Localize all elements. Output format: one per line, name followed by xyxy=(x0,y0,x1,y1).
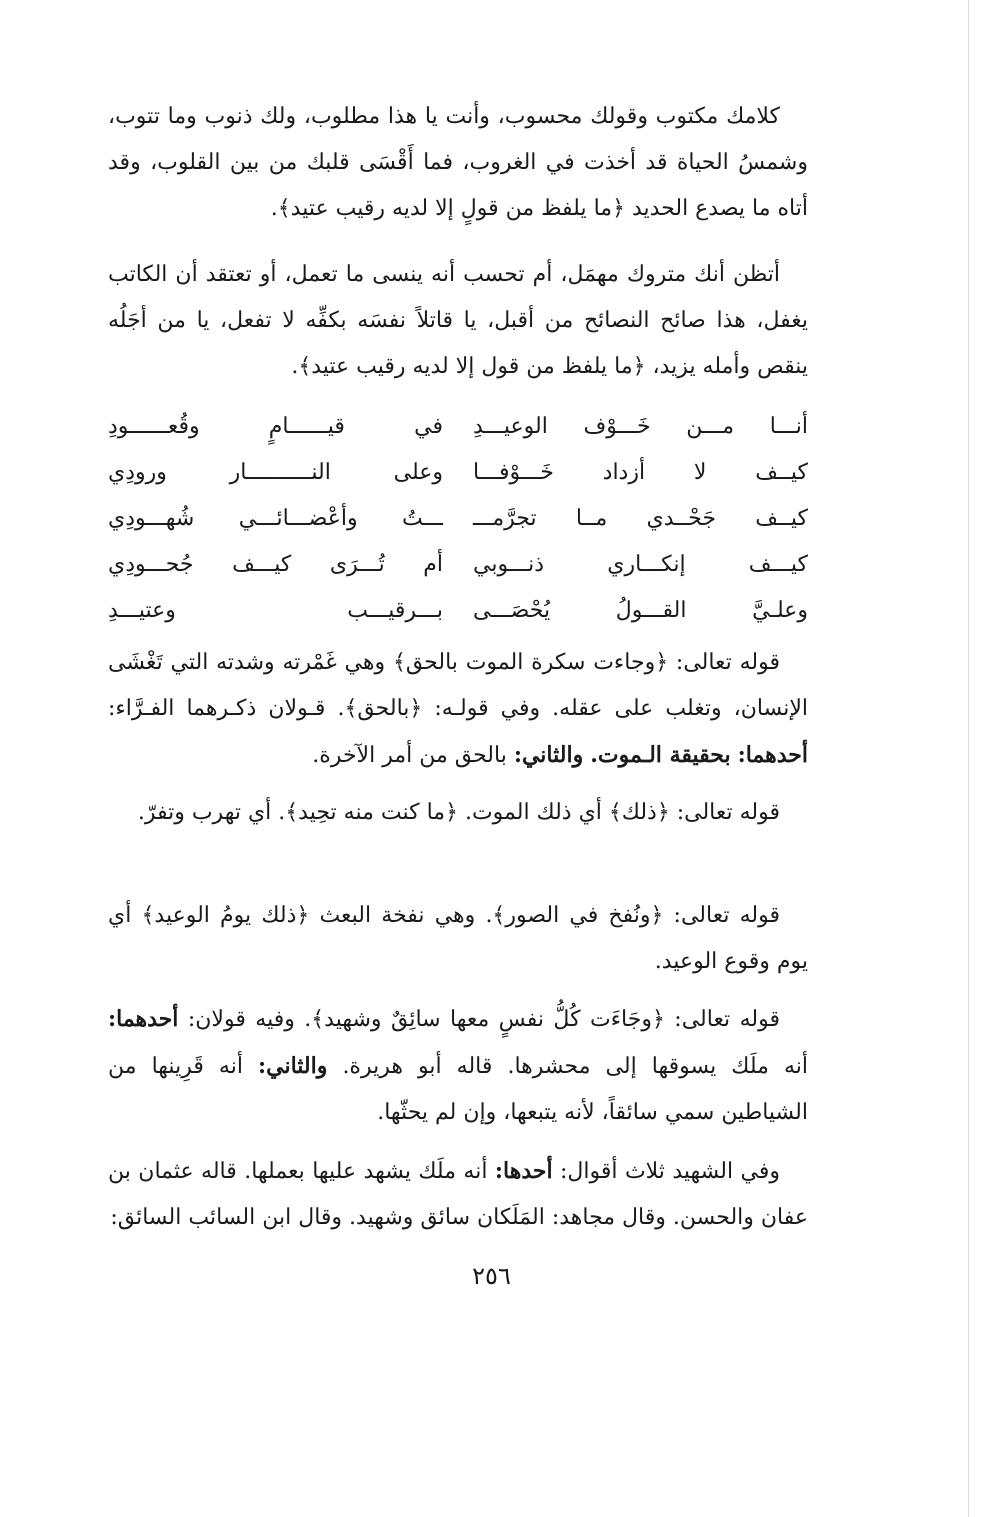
second-opinion-label: والثاني: xyxy=(258,1053,328,1079)
verse-right-hemistich: كيـــف إنكـــاري ذنـــوبي xyxy=(473,552,808,577)
second-opinion-text: بالحق من أمر الآخرة. xyxy=(312,743,507,768)
paragraph-2-text: أتظن أنك متروك مهمَل، أم تحسب أنه ينسى ما تعمل، أو تعتقد أن الكاتب يغفل، هذا صائح النصائح من أقبل، يا قاتلاً نفسَه بكفِّه لا تفعل، يا من أجَلُه ينقص وأمله يزيد، ﴿ما يلفظ من قول إلا لديه رقيب عتيد﴾. xyxy=(108,262,808,379)
verse-row xyxy=(108,588,808,634)
paragraph-1 xyxy=(108,94,808,232)
poem-verses xyxy=(108,404,808,634)
first-opinion-label: أحدهما: xyxy=(108,1006,179,1032)
paragraph-5 xyxy=(108,790,808,836)
paragraph-7-text xyxy=(108,996,808,1136)
paragraph-4-text xyxy=(108,640,808,779)
paragraph-5-text: قوله تعالى: ﴿ذلك﴾ أي ذلك الموت. ﴿ما كنت منه تحِيد﴾. أي تهرب وتفرّ. xyxy=(137,800,780,825)
paragraph-1-text: كلامك مكتوب وقولك محسوب، وأنت يا هذا مطلوب، ولك ذنوب وما تتوب، وشمسُ الحياة قد أخذت في الغروب، فما أَقْسَى قلبك من بين القلوب، وقد أتاه ما يصدع الحديد ﴿ما يلفظ من قولٍ إلا لديه رقيب عتيد﴾. xyxy=(108,104,808,221)
verse-right-hemistich: وعلـيَّ القـــولُ يُحْصَـــى xyxy=(473,598,808,623)
verse-right-hemistich: أنـــا مـــن خَـــوْف الوعيـــدِ xyxy=(473,414,808,439)
verse-left-hemistich: وعلى النــــــــــار ورودِي xyxy=(108,460,443,485)
verse-left-hemistich: أم تُـــرَى كيـــف جُحـــودِي xyxy=(108,552,443,577)
paragraph-6-text: قوله تعالى: ﴿ونُفخ في الصور﴾. وهي نفخة البعث ﴿ذلك يومُ الوعيد﴾ أي يوم وقوع الوعيد. xyxy=(108,903,808,974)
paragraph-8 xyxy=(108,1148,808,1241)
paragraph-8-intro: وفي الشهيد ثلاث أقوال: xyxy=(560,1159,780,1184)
page-number: ٢٥٦ xyxy=(472,1262,511,1290)
verse-row xyxy=(108,404,808,450)
paragraph-6 xyxy=(108,893,808,985)
verse-left-hemistich: بـــرقيـــب وعتيـــدِ xyxy=(108,598,443,623)
second-opinion-label: والثاني: xyxy=(513,742,584,768)
paragraph-2 xyxy=(108,252,808,390)
paragraph-7 xyxy=(108,996,808,1136)
verse-row xyxy=(108,542,808,588)
verse-right-hemistich: كيــف لا أزداد خَـــوْفـــا xyxy=(473,460,808,485)
verse-row xyxy=(108,496,808,542)
first-opinion-text: أنه ملَك يشهد عليها بعملها. قاله عثمان بن عفان والحسن. وقال مجاهد: المَلَكان سائق وشهيد. وقال ابن السائب السائق: xyxy=(108,1159,808,1230)
first-opinion-text: أنه ملَك يسوقها إلى محشرها. قاله أبو هريرة. xyxy=(342,1054,808,1079)
verse-left-hemistich: ـــتُ وأعْضـــائـــي شُهـــودِي xyxy=(108,506,443,531)
paragraph-4 xyxy=(108,640,808,779)
second-opinion-text: أنه قَرِينها من الشياطين سمي سائقاً، لأنه يتبعها، وإن لم يحثّها. xyxy=(108,1054,808,1125)
paragraph-8-text xyxy=(108,1148,808,1241)
verse-row xyxy=(108,450,808,496)
paragraph-4-intro: قوله تعالى: ﴿وجاءت سكرة الموت بالحق﴾ وهي غَمْرته وشدته التي تَغْشَى الإنسان، وتغلب على عقله. وفي قولـه: ﴿بالحق﴾. قـولان ذكـرهما الفـرَّاء: xyxy=(108,650,808,721)
first-opinion-label: أحدها: xyxy=(494,1158,553,1184)
paragraph-7-intro: قوله تعالى: ﴿وجَاءَت كُلُّ نفسٍ معها سائِقٌ وشهيد﴾. وفيه قولان: xyxy=(187,1007,780,1032)
verse-left-hemistich: في قيــــــامٍ وقُعــــــودِ xyxy=(108,414,443,439)
verse-right-hemistich: كيــف جَحْــدي مــا تجرَّمـــ xyxy=(473,506,808,531)
first-opinion-text: بحقيقة الـموت. xyxy=(590,742,731,768)
first-opinion-label: أحدهما: xyxy=(737,742,808,768)
